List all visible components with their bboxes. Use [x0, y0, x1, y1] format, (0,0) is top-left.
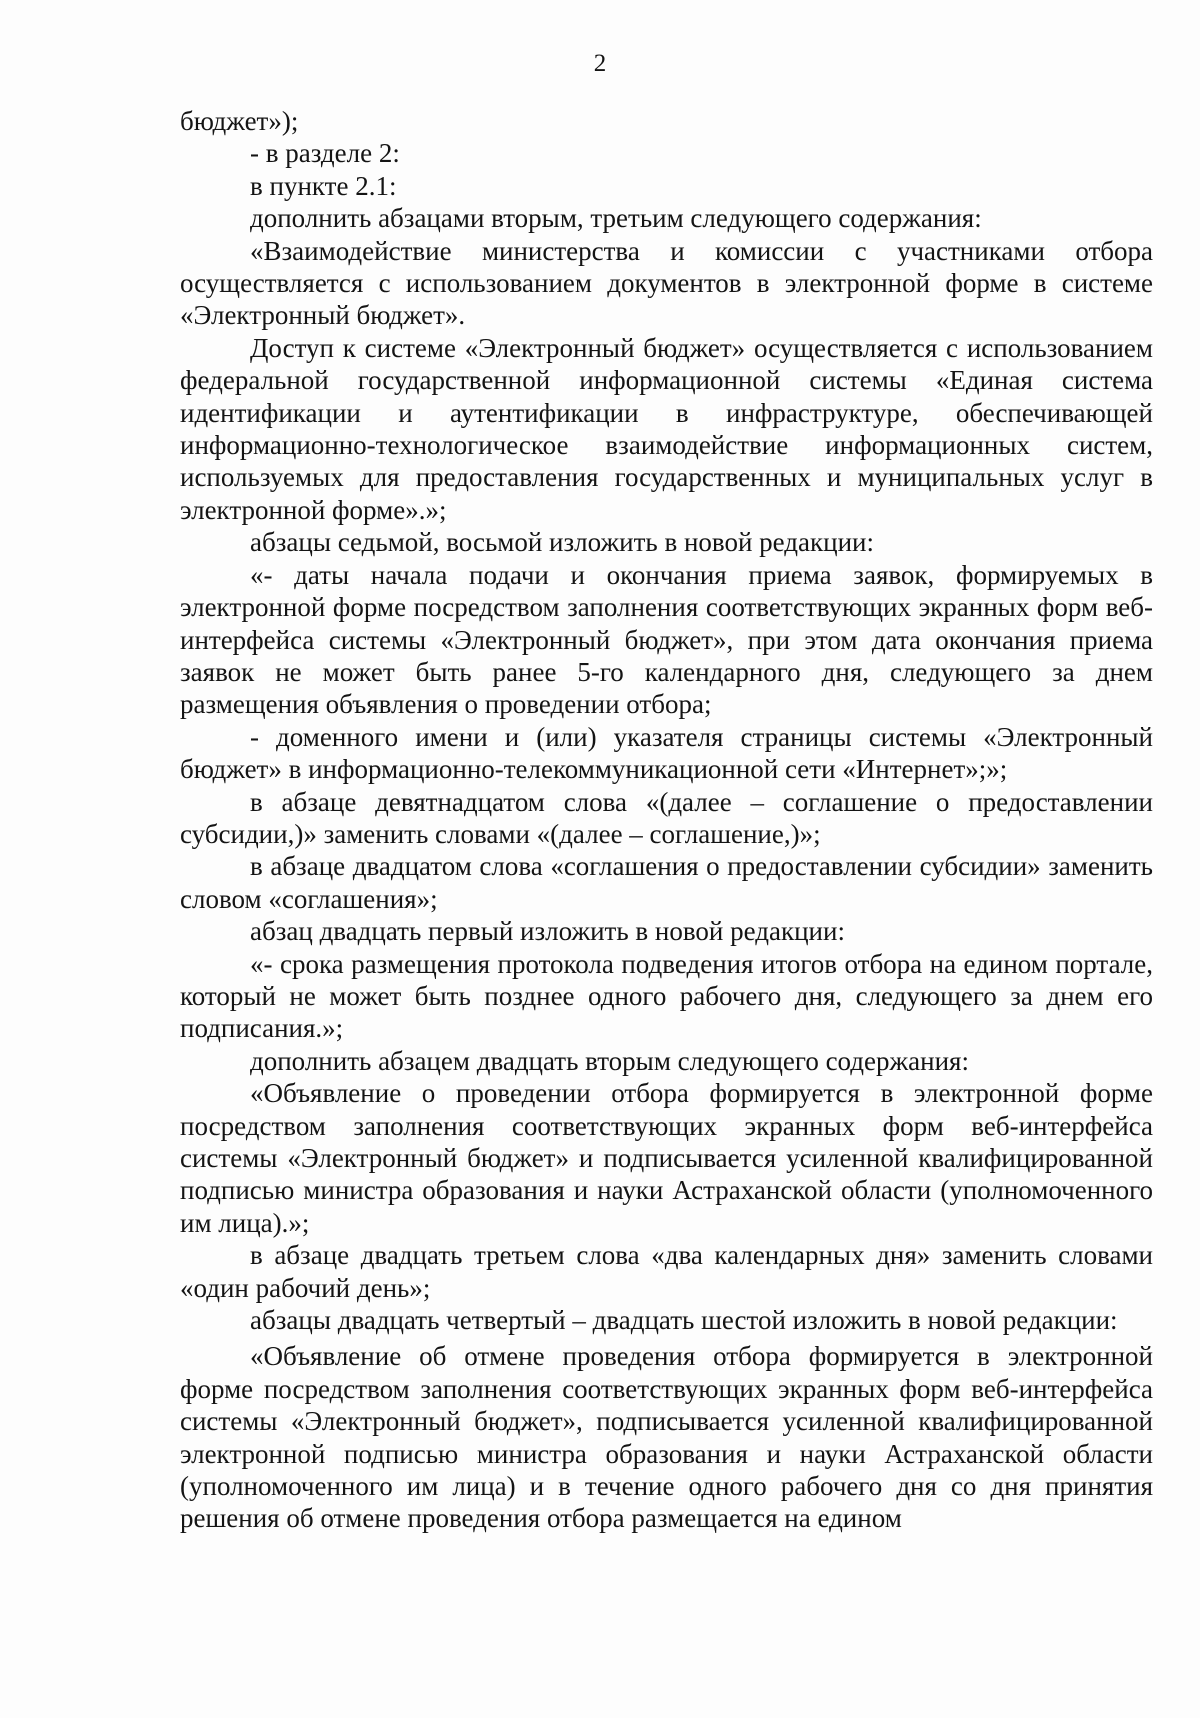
- paragraph: дополнить абзацами вторым, третьим следующего содержания:: [250, 203, 982, 234]
- paragraph: Доступ к системе «Электронный бюджет» осуществляется с использованием федеральной государственной информационной системы «Единая система идентификации и аутентификации в инфраструктуре, обеспечивающей информационно-технологическое взаимодействие информационных систем, используемых для предоставления государственных и муниципальных услуг в электронной форме».»;: [180, 332, 1153, 525]
- paragraph: - доменного имени и (или) указателя страницы системы «Электронный бюджет» в информационно-телекоммуникационной сети «Интернет»;»;: [180, 721, 1153, 785]
- paragraph: в абзаце девятнадцатом слова «(далее – соглашение о предоставлении субсидии,)» заменить словами «(далее – соглашение,)»;: [180, 786, 1153, 849]
- paragraph: в абзаце двадцатом слова «соглашения о предоставлении субсидии» заменить словом «соглашения»;: [180, 851, 1153, 914]
- paragraph: в абзаце двадцать третьем слова «два календарных дня» заменить словами «один рабочий день»;: [180, 1240, 1153, 1303]
- document-body: [180, 105, 1153, 1535]
- paragraph: в пункте 2.1:: [250, 170, 397, 201]
- paragraph: абзацы двадцать четвертый – двадцать шестой изложить в новой редакции:: [250, 1305, 1118, 1336]
- paragraph: абзац двадцать первый изложить в новой редакции:: [250, 916, 845, 947]
- paragraph: «- даты начала подачи и окончания приема заявок, формируемых в электронной форме посредством заполнения соответствующих экранных форм веб-интерфейса системы «Электронный бюджет», при этом дата окончания приема заявок не может быть ранее 5-го календарного дня, следующего за днем размещения объявления о проведении отбора;: [180, 559, 1153, 720]
- paragraph: - в разделе 2:: [250, 138, 400, 169]
- paragraph: «Взаимодействие министерства и комиссии с участниками отбора осуществляется с использованием документов в электронной форме в системе «Электронный бюджет».: [180, 235, 1153, 331]
- page-number: 2: [593, 50, 607, 77]
- paragraph: «Объявление об отмене проведения отбора формируется в электронной форме посредством заполнения соответствующих экранных форм веб-интерфейса системы «Электронный бюджет», подписывается усиленной квалифицированной электронной подписью министра образования и науки Астраханской области (уполномоченного им лица) и в течение одного рабочего дня со дня принятия решения об отмене проведения отбора размещается на едином: [180, 1341, 1153, 1534]
- paragraph: абзацы седьмой, восьмой изложить в новой редакции:: [250, 527, 874, 558]
- paragraph: бюджет»);: [180, 106, 299, 136]
- paragraph: «- срока размещения протокола подведения итогов отбора на едином портале, который не может быть позднее одного рабочего дня, следующего за днем его подписания.»;: [180, 948, 1153, 1044]
- paragraph: дополнить абзацем двадцать вторым следующего содержания:: [250, 1045, 969, 1076]
- paragraph: «Объявление о проведении отбора формируется в электронной форме посредством заполнения соответствующих экранных форм веб-интерфейса системы «Электронный бюджет» и подписывается усиленной квалифицированной подписью министра образования и науки Астраханской области (уполномоченного им лица).»;: [180, 1078, 1153, 1238]
